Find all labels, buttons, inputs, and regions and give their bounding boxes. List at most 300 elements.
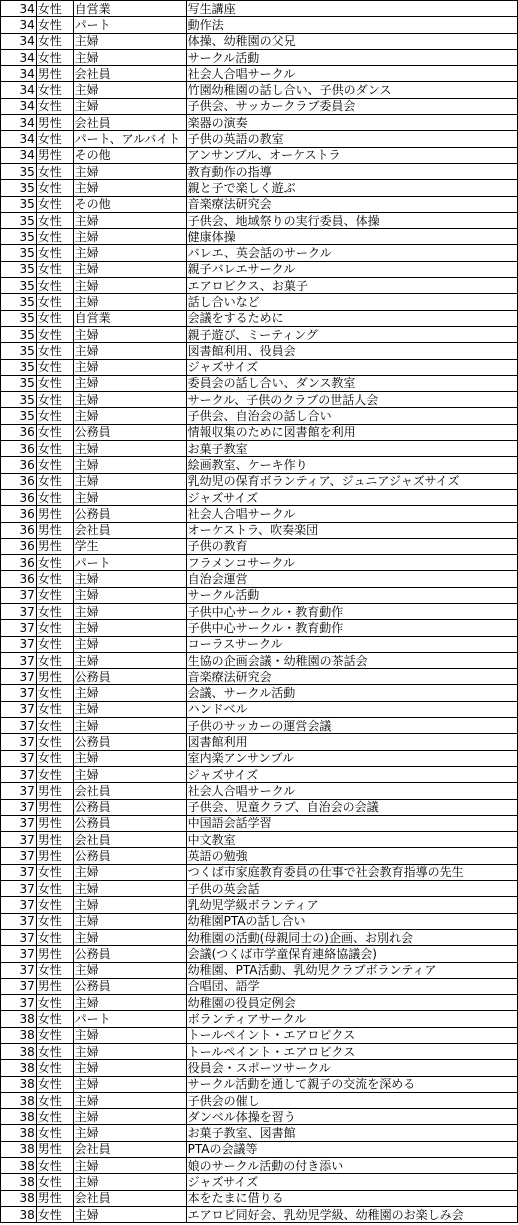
age-cell[interactable]: 37 <box>1 783 37 799</box>
gender-cell[interactable]: 女性 <box>36 424 73 440</box>
activity-cell[interactable]: 中国語会話学習 <box>186 815 517 831</box>
gender-cell[interactable]: 男性 <box>36 946 73 962</box>
occupation-cell[interactable]: 主婦 <box>73 766 186 782</box>
activity-cell[interactable]: 動作法 <box>186 17 517 33</box>
age-cell[interactable]: 34 <box>1 17 37 33</box>
gender-cell[interactable]: 女性 <box>36 98 73 114</box>
gender-cell[interactable]: 女性 <box>36 359 73 375</box>
age-cell[interactable]: 34 <box>1 147 37 163</box>
occupation-cell[interactable]: 会社員 <box>73 115 186 131</box>
age-cell[interactable]: 38 <box>1 1174 37 1190</box>
gender-cell[interactable]: 女性 <box>36 180 73 196</box>
occupation-cell[interactable]: 主婦 <box>73 229 186 245</box>
occupation-cell[interactable]: 主婦 <box>73 1092 186 1108</box>
occupation-cell[interactable]: 主婦 <box>73 701 186 717</box>
age-cell[interactable]: 37 <box>1 636 37 652</box>
age-cell[interactable]: 38 <box>1 1027 37 1043</box>
gender-cell[interactable]: 女性 <box>36 196 73 212</box>
gender-cell[interactable]: 男性 <box>36 66 73 82</box>
gender-cell[interactable]: 女性 <box>36 1060 73 1076</box>
activity-cell[interactable]: 乳幼児の保育ボランティア、ジュニアジャズサイズ <box>186 473 517 489</box>
age-cell[interactable]: 37 <box>1 587 37 603</box>
occupation-cell[interactable]: 学生 <box>73 538 186 554</box>
gender-cell[interactable]: 女性 <box>36 49 73 65</box>
gender-cell[interactable]: 女性 <box>36 1174 73 1190</box>
activity-cell[interactable]: つくば市家庭教育委員の仕事で社会教育指導の先生 <box>186 864 517 880</box>
gender-cell[interactable]: 女性 <box>36 1206 73 1222</box>
occupation-cell[interactable]: 公務員 <box>73 946 186 962</box>
age-cell[interactable]: 37 <box>1 652 37 668</box>
occupation-cell[interactable]: 主婦 <box>73 392 186 408</box>
occupation-cell[interactable]: 主婦 <box>73 261 186 277</box>
age-cell[interactable]: 37 <box>1 848 37 864</box>
occupation-cell[interactable]: 主婦 <box>73 33 186 49</box>
occupation-cell[interactable]: パート <box>73 555 186 571</box>
gender-cell[interactable]: 女性 <box>36 701 73 717</box>
activity-cell[interactable]: 教育動作の指導 <box>186 163 517 179</box>
gender-cell[interactable]: 男性 <box>36 783 73 799</box>
gender-cell[interactable]: 女性 <box>36 734 73 750</box>
activity-cell[interactable]: 音楽療法研究会 <box>186 196 517 212</box>
age-cell[interactable]: 34 <box>1 33 37 49</box>
gender-cell[interactable]: 女性 <box>36 620 73 636</box>
age-cell[interactable]: 37 <box>1 685 37 701</box>
activity-cell[interactable]: 英語の勉強 <box>186 848 517 864</box>
gender-cell[interactable]: 女性 <box>36 587 73 603</box>
age-cell[interactable]: 37 <box>1 718 37 734</box>
age-cell[interactable]: 37 <box>1 962 37 978</box>
activity-cell[interactable]: 自治会運営 <box>186 571 517 587</box>
age-cell[interactable]: 38 <box>1 1109 37 1125</box>
gender-cell[interactable]: 女性 <box>36 131 73 147</box>
occupation-cell[interactable]: 主婦 <box>73 750 186 766</box>
activity-cell[interactable]: サークル活動を通して親子の交流を深める <box>186 1076 517 1092</box>
gender-cell[interactable]: 女性 <box>36 17 73 33</box>
occupation-cell[interactable]: 公務員 <box>73 799 186 815</box>
gender-cell[interactable]: 女性 <box>36 375 73 391</box>
activity-cell[interactable]: 健康体操 <box>186 229 517 245</box>
age-cell[interactable]: 37 <box>1 799 37 815</box>
occupation-cell[interactable]: 主婦 <box>73 1027 186 1043</box>
activity-cell[interactable]: コーラスサークル <box>186 636 517 652</box>
activity-cell[interactable]: 子供会、サッカークラブ委員会 <box>186 98 517 114</box>
occupation-cell[interactable]: 公務員 <box>73 506 186 522</box>
occupation-cell[interactable]: 主婦 <box>73 929 186 945</box>
activity-cell[interactable]: 会議をするために <box>186 310 517 326</box>
age-cell[interactable]: 34 <box>1 115 37 131</box>
gender-cell[interactable]: 女性 <box>36 473 73 489</box>
activity-cell[interactable]: サークル活動 <box>186 49 517 65</box>
gender-cell[interactable]: 女性 <box>36 995 73 1011</box>
age-cell[interactable]: 36 <box>1 555 37 571</box>
age-cell[interactable]: 37 <box>1 603 37 619</box>
gender-cell[interactable]: 女性 <box>36 261 73 277</box>
activity-cell[interactable]: お菓子教室、図書館 <box>186 1125 517 1141</box>
age-cell[interactable]: 38 <box>1 1092 37 1108</box>
age-cell[interactable]: 38 <box>1 1076 37 1092</box>
age-cell[interactable]: 35 <box>1 180 37 196</box>
occupation-cell[interactable]: 公務員 <box>73 978 186 994</box>
activity-cell[interactable]: 幼稚園、PTA活動、乳幼児クラブボランティア <box>186 962 517 978</box>
gender-cell[interactable]: 男性 <box>36 1190 73 1206</box>
activity-cell[interactable]: 室内楽アンサンブル <box>186 750 517 766</box>
gender-cell[interactable]: 女性 <box>36 294 73 310</box>
occupation-cell[interactable]: 公務員 <box>73 734 186 750</box>
activity-cell[interactable]: エアロビ同好会、乳幼児学級、幼稚園のお楽しみ会 <box>186 1206 517 1222</box>
occupation-cell[interactable]: 主婦 <box>73 245 186 261</box>
gender-cell[interactable]: 男性 <box>36 522 73 538</box>
occupation-cell[interactable]: 会社員 <box>73 1141 186 1157</box>
gender-cell[interactable]: 男性 <box>36 115 73 131</box>
occupation-cell[interactable]: 主婦 <box>73 587 186 603</box>
occupation-cell[interactable]: 会社員 <box>73 783 186 799</box>
activity-cell[interactable]: 社会人合唱サークル <box>186 506 517 522</box>
occupation-cell[interactable]: 主婦 <box>73 98 186 114</box>
gender-cell[interactable]: 男性 <box>36 669 73 685</box>
activity-cell[interactable]: 図書館利用、役員会 <box>186 343 517 359</box>
activity-cell[interactable]: 子供の英会話 <box>186 881 517 897</box>
age-cell[interactable]: 37 <box>1 946 37 962</box>
activity-cell[interactable]: 子供中心サークル・教育動作 <box>186 620 517 636</box>
gender-cell[interactable]: 女性 <box>36 229 73 245</box>
occupation-cell[interactable]: 主婦 <box>73 212 186 228</box>
occupation-cell[interactable]: 主婦 <box>73 1174 186 1190</box>
activity-cell[interactable]: サークル、子供のクラブの世話人会 <box>186 392 517 408</box>
activity-cell[interactable]: 音楽療法研究会 <box>186 669 517 685</box>
activity-cell[interactable]: トールペイント・エアロビクス <box>186 1044 517 1060</box>
gender-cell[interactable]: 男性 <box>36 799 73 815</box>
occupation-cell[interactable]: 会社員 <box>73 832 186 848</box>
gender-cell[interactable]: 女性 <box>36 881 73 897</box>
gender-cell[interactable]: 女性 <box>36 212 73 228</box>
age-cell[interactable]: 37 <box>1 995 37 1011</box>
occupation-cell[interactable]: 主婦 <box>73 375 186 391</box>
age-cell[interactable]: 35 <box>1 196 37 212</box>
gender-cell[interactable]: 男性 <box>36 832 73 848</box>
activity-cell[interactable]: お菓子教室 <box>186 441 517 457</box>
age-cell[interactable]: 36 <box>1 424 37 440</box>
gender-cell[interactable]: 女性 <box>36 1044 73 1060</box>
occupation-cell[interactable]: パート <box>73 1011 186 1027</box>
activity-cell[interactable]: 幼稚園の役員定例会 <box>186 995 517 1011</box>
occupation-cell[interactable]: 主婦 <box>73 82 186 98</box>
age-cell[interactable]: 35 <box>1 375 37 391</box>
age-cell[interactable]: 35 <box>1 294 37 310</box>
occupation-cell[interactable]: パート、アルバイト <box>73 131 186 147</box>
occupation-cell[interactable]: 会社員 <box>73 1190 186 1206</box>
gender-cell[interactable]: 女性 <box>36 457 73 473</box>
age-cell[interactable]: 36 <box>1 489 37 505</box>
occupation-cell[interactable]: 主婦 <box>73 343 186 359</box>
age-cell[interactable]: 37 <box>1 929 37 945</box>
activity-cell[interactable]: ジャズサイズ <box>186 489 517 505</box>
activity-cell[interactable]: ジャズサイズ <box>186 359 517 375</box>
activity-cell[interactable]: 生協の企画会議・幼稚園の茶話会 <box>186 652 517 668</box>
activity-cell[interactable]: アンサンブル、オーケストラ <box>186 147 517 163</box>
gender-cell[interactable]: 女性 <box>36 326 73 342</box>
age-cell[interactable]: 36 <box>1 571 37 587</box>
occupation-cell[interactable]: 公務員 <box>73 848 186 864</box>
gender-cell[interactable]: 女性 <box>36 1027 73 1043</box>
age-cell[interactable]: 38 <box>1 1060 37 1076</box>
gender-cell[interactable]: 女性 <box>36 685 73 701</box>
age-cell[interactable]: 38 <box>1 1190 37 1206</box>
activity-cell[interactable]: エアロビクス、お菓子 <box>186 278 517 294</box>
occupation-cell[interactable]: 主婦 <box>73 359 186 375</box>
occupation-cell[interactable]: 主婦 <box>73 1044 186 1060</box>
occupation-cell[interactable]: 公務員 <box>73 424 186 440</box>
gender-cell[interactable]: 女性 <box>36 571 73 587</box>
occupation-cell[interactable]: パート <box>73 17 186 33</box>
activity-cell[interactable]: 楽器の演奏 <box>186 115 517 131</box>
activity-cell[interactable]: 子供の英語の教室 <box>186 131 517 147</box>
gender-cell[interactable]: 女性 <box>36 897 73 913</box>
age-cell[interactable]: 34 <box>1 1 37 17</box>
occupation-cell[interactable]: 主婦 <box>73 1060 186 1076</box>
activity-cell[interactable]: 子供会の催し <box>186 1092 517 1108</box>
gender-cell[interactable]: 男性 <box>36 1141 73 1157</box>
occupation-cell[interactable]: 主婦 <box>73 1158 186 1174</box>
age-cell[interactable]: 36 <box>1 457 37 473</box>
age-cell[interactable]: 38 <box>1 1044 37 1060</box>
gender-cell[interactable]: 女性 <box>36 1125 73 1141</box>
gender-cell[interactable]: 男性 <box>36 147 73 163</box>
activity-cell[interactable]: オーケストラ、吹奏楽団 <box>186 522 517 538</box>
activity-cell[interactable]: ジャズサイズ <box>186 766 517 782</box>
activity-cell[interactable]: ボランティアサークル <box>186 1011 517 1027</box>
age-cell[interactable]: 34 <box>1 49 37 65</box>
activity-cell[interactable]: 親子バレエサークル <box>186 261 517 277</box>
occupation-cell[interactable]: 主婦 <box>73 473 186 489</box>
occupation-cell[interactable]: 主婦 <box>73 962 186 978</box>
gender-cell[interactable]: 女性 <box>36 1 73 17</box>
age-cell[interactable]: 37 <box>1 913 37 929</box>
occupation-cell[interactable]: 自営業 <box>73 1 186 17</box>
activity-cell[interactable]: 役員会・スポーツサークル <box>186 1060 517 1076</box>
occupation-cell[interactable]: 自営業 <box>73 310 186 326</box>
occupation-cell[interactable]: 主婦 <box>73 571 186 587</box>
occupation-cell[interactable]: その他 <box>73 196 186 212</box>
activity-cell[interactable]: ダンベル体操を習う <box>186 1109 517 1125</box>
occupation-cell[interactable]: 主婦 <box>73 718 186 734</box>
occupation-cell[interactable]: 主婦 <box>73 1076 186 1092</box>
occupation-cell[interactable]: 主婦 <box>73 489 186 505</box>
occupation-cell[interactable]: 主婦 <box>73 1206 186 1222</box>
age-cell[interactable]: 35 <box>1 392 37 408</box>
activity-cell[interactable]: 中文教室 <box>186 832 517 848</box>
activity-cell[interactable]: 委員会の話し合い、ダンス教室 <box>186 375 517 391</box>
gender-cell[interactable]: 女性 <box>36 636 73 652</box>
activity-cell[interactable]: 親と子で楽しく遊ぶ <box>186 180 517 196</box>
activity-cell[interactable]: 話し合いなど <box>186 294 517 310</box>
age-cell[interactable]: 37 <box>1 701 37 717</box>
gender-cell[interactable]: 女性 <box>36 489 73 505</box>
occupation-cell[interactable]: 主婦 <box>73 49 186 65</box>
occupation-cell[interactable]: 主婦 <box>73 913 186 929</box>
age-cell[interactable]: 37 <box>1 815 37 831</box>
age-cell[interactable]: 36 <box>1 441 37 457</box>
activity-cell[interactable]: 竹園幼稚園の話し合い、子供のダンス <box>186 82 517 98</box>
age-cell[interactable]: 35 <box>1 212 37 228</box>
gender-cell[interactable]: 女性 <box>36 766 73 782</box>
gender-cell[interactable]: 女性 <box>36 33 73 49</box>
occupation-cell[interactable]: 主婦 <box>73 897 186 913</box>
occupation-cell[interactable]: その他 <box>73 147 186 163</box>
activity-cell[interactable]: 幼稚園PTAの話し合い <box>186 913 517 929</box>
occupation-cell[interactable]: 主婦 <box>73 326 186 342</box>
activity-cell[interactable]: 社会人合唱サークル <box>186 783 517 799</box>
gender-cell[interactable]: 女性 <box>36 278 73 294</box>
occupation-cell[interactable]: 公務員 <box>73 669 186 685</box>
activity-cell[interactable]: 幼稚園の活動(母親同士の)企画、お別れ会 <box>186 929 517 945</box>
age-cell[interactable]: 35 <box>1 278 37 294</box>
activity-cell[interactable]: 乳幼児学級ボランティア <box>186 897 517 913</box>
gender-cell[interactable]: 女性 <box>36 913 73 929</box>
activity-cell[interactable]: ジャズサイズ <box>186 1174 517 1190</box>
gender-cell[interactable]: 女性 <box>36 864 73 880</box>
age-cell[interactable]: 38 <box>1 1011 37 1027</box>
occupation-cell[interactable]: 主婦 <box>73 408 186 424</box>
activity-cell[interactable]: 絵画教室、ケーキ作り <box>186 457 517 473</box>
gender-cell[interactable]: 女性 <box>36 392 73 408</box>
gender-cell[interactable]: 女性 <box>36 408 73 424</box>
occupation-cell[interactable]: 主婦 <box>73 620 186 636</box>
gender-cell[interactable]: 女性 <box>36 555 73 571</box>
occupation-cell[interactable]: 主婦 <box>73 603 186 619</box>
activity-cell[interactable]: 情報収集のために図書館を利用 <box>186 424 517 440</box>
activity-cell[interactable]: 体操、幼稚園の父兄 <box>186 33 517 49</box>
activity-cell[interactable]: 合唱団、語学 <box>186 978 517 994</box>
age-cell[interactable]: 38 <box>1 1158 37 1174</box>
activity-cell[interactable]: 図書館利用 <box>186 734 517 750</box>
gender-cell[interactable]: 女性 <box>36 441 73 457</box>
gender-cell[interactable]: 女性 <box>36 1109 73 1125</box>
gender-cell[interactable]: 女性 <box>36 343 73 359</box>
gender-cell[interactable]: 女性 <box>36 1011 73 1027</box>
gender-cell[interactable]: 男性 <box>36 538 73 554</box>
age-cell[interactable]: 37 <box>1 750 37 766</box>
age-cell[interactable]: 37 <box>1 881 37 897</box>
age-cell[interactable]: 37 <box>1 832 37 848</box>
age-cell[interactable]: 35 <box>1 359 37 375</box>
gender-cell[interactable]: 女性 <box>36 603 73 619</box>
gender-cell[interactable]: 女性 <box>36 310 73 326</box>
gender-cell[interactable]: 女性 <box>36 718 73 734</box>
activity-cell[interactable]: 会議、サークル活動 <box>186 685 517 701</box>
occupation-cell[interactable]: 主婦 <box>73 685 186 701</box>
age-cell[interactable]: 35 <box>1 261 37 277</box>
gender-cell[interactable]: 女性 <box>36 163 73 179</box>
activity-cell[interactable]: サークル活動 <box>186 587 517 603</box>
occupation-cell[interactable]: 主婦 <box>73 441 186 457</box>
age-cell[interactable]: 37 <box>1 864 37 880</box>
gender-cell[interactable]: 女性 <box>36 245 73 261</box>
occupation-cell[interactable]: 会社員 <box>73 66 186 82</box>
age-cell[interactable]: 37 <box>1 897 37 913</box>
occupation-cell[interactable]: 公務員 <box>73 815 186 831</box>
activity-cell[interactable]: 写生講座 <box>186 1 517 17</box>
activity-cell[interactable]: PTAの会議等 <box>186 1141 517 1157</box>
age-cell[interactable]: 37 <box>1 978 37 994</box>
activity-cell[interactable]: 会議(つくば市学童保育連絡協議会) <box>186 946 517 962</box>
occupation-cell[interactable]: 主婦 <box>73 1125 186 1141</box>
activity-cell[interactable]: 社会人合唱サークル <box>186 66 517 82</box>
gender-cell[interactable]: 女性 <box>36 962 73 978</box>
gender-cell[interactable]: 男性 <box>36 815 73 831</box>
age-cell[interactable]: 37 <box>1 669 37 685</box>
occupation-cell[interactable]: 主婦 <box>73 636 186 652</box>
age-cell[interactable]: 35 <box>1 343 37 359</box>
age-cell[interactable]: 36 <box>1 522 37 538</box>
occupation-cell[interactable]: 主婦 <box>73 995 186 1011</box>
age-cell[interactable]: 34 <box>1 82 37 98</box>
gender-cell[interactable]: 男性 <box>36 978 73 994</box>
activity-cell[interactable]: 子供中心サークル・教育動作 <box>186 603 517 619</box>
gender-cell[interactable]: 女性 <box>36 652 73 668</box>
gender-cell[interactable]: 女性 <box>36 1158 73 1174</box>
age-cell[interactable]: 38 <box>1 1206 37 1222</box>
gender-cell[interactable]: 女性 <box>36 929 73 945</box>
age-cell[interactable]: 36 <box>1 538 37 554</box>
age-cell[interactable]: 35 <box>1 163 37 179</box>
age-cell[interactable]: 35 <box>1 326 37 342</box>
occupation-cell[interactable]: 主婦 <box>73 163 186 179</box>
activity-cell[interactable]: バレエ、英会話のサークル <box>186 245 517 261</box>
age-cell[interactable]: 38 <box>1 1141 37 1157</box>
age-cell[interactable]: 35 <box>1 310 37 326</box>
occupation-cell[interactable]: 会社員 <box>73 522 186 538</box>
age-cell[interactable]: 34 <box>1 66 37 82</box>
activity-cell[interactable]: 子供会、地域祭りの実行委員、体操 <box>186 212 517 228</box>
occupation-cell[interactable]: 主婦 <box>73 457 186 473</box>
age-cell[interactable]: 36 <box>1 506 37 522</box>
age-cell[interactable]: 37 <box>1 734 37 750</box>
gender-cell[interactable]: 女性 <box>36 750 73 766</box>
gender-cell[interactable]: 女性 <box>36 1092 73 1108</box>
occupation-cell[interactable]: 主婦 <box>73 652 186 668</box>
gender-cell[interactable]: 女性 <box>36 1076 73 1092</box>
occupation-cell[interactable]: 主婦 <box>73 1109 186 1125</box>
occupation-cell[interactable]: 主婦 <box>73 881 186 897</box>
occupation-cell[interactable]: 主婦 <box>73 864 186 880</box>
gender-cell[interactable]: 男性 <box>36 848 73 864</box>
age-cell[interactable]: 34 <box>1 131 37 147</box>
age-cell[interactable]: 35 <box>1 245 37 261</box>
occupation-cell[interactable]: 主婦 <box>73 180 186 196</box>
activity-cell[interactable]: 親子遊び、ミーティング <box>186 326 517 342</box>
occupation-cell[interactable]: 主婦 <box>73 294 186 310</box>
activity-cell[interactable]: 娘のサークル活動の付き添い <box>186 1158 517 1174</box>
activity-cell[interactable]: フラメンコサークル <box>186 555 517 571</box>
activity-cell[interactable]: 子供のサッカーの運営会議 <box>186 718 517 734</box>
activity-cell[interactable]: 子供の教育 <box>186 538 517 554</box>
age-cell[interactable]: 37 <box>1 620 37 636</box>
activity-cell[interactable]: ハンドベル <box>186 701 517 717</box>
activity-cell[interactable]: 子供会、自治会の話し合い <box>186 408 517 424</box>
activity-cell[interactable]: 子供会、児童クラブ、自治会の会議 <box>186 799 517 815</box>
age-cell[interactable]: 38 <box>1 1125 37 1141</box>
age-cell[interactable]: 36 <box>1 473 37 489</box>
occupation-cell[interactable]: 主婦 <box>73 278 186 294</box>
age-cell[interactable]: 35 <box>1 408 37 424</box>
activity-cell[interactable]: トールペイント・エアロビクス <box>186 1027 517 1043</box>
activity-cell[interactable]: 本をたまに借りる <box>186 1190 517 1206</box>
gender-cell[interactable]: 男性 <box>36 506 73 522</box>
age-cell[interactable]: 37 <box>1 766 37 782</box>
age-cell[interactable]: 34 <box>1 98 37 114</box>
age-cell[interactable]: 35 <box>1 229 37 245</box>
gender-cell[interactable]: 女性 <box>36 82 73 98</box>
